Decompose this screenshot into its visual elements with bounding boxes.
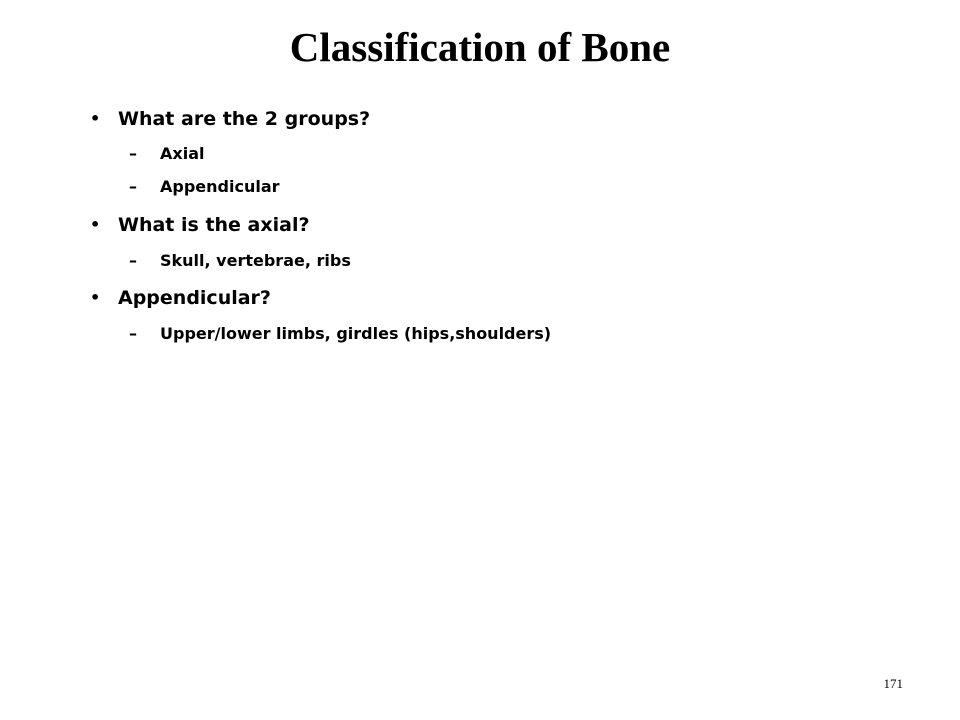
slide-title: Classification of Bone [289, 24, 671, 70]
sub-bullet-marker: – [129, 324, 137, 343]
bullet-text: What are the 2 groups? [118, 108, 371, 130]
bullet-marker: • [90, 109, 101, 128]
sub-bullet-text: Skull, vertebrae, ribs [160, 251, 351, 270]
bullet-marker: • [90, 288, 101, 307]
sub-bullet-text: Upper/lower limbs, girdles (hips,shoulders) [160, 324, 552, 343]
bullet-marker: • [90, 215, 101, 234]
sub-bullet-marker: – [129, 144, 137, 163]
bullet-text: What is the axial? [118, 214, 310, 236]
bullet-text: Appendicular? [118, 287, 271, 309]
sub-bullet-marker: – [129, 251, 137, 270]
sub-bullet-text: Axial [160, 144, 205, 163]
page-number: 171 [883, 676, 903, 691]
sub-bullet-marker: – [129, 177, 137, 196]
sub-bullet-text: Appendicular [160, 177, 280, 196]
